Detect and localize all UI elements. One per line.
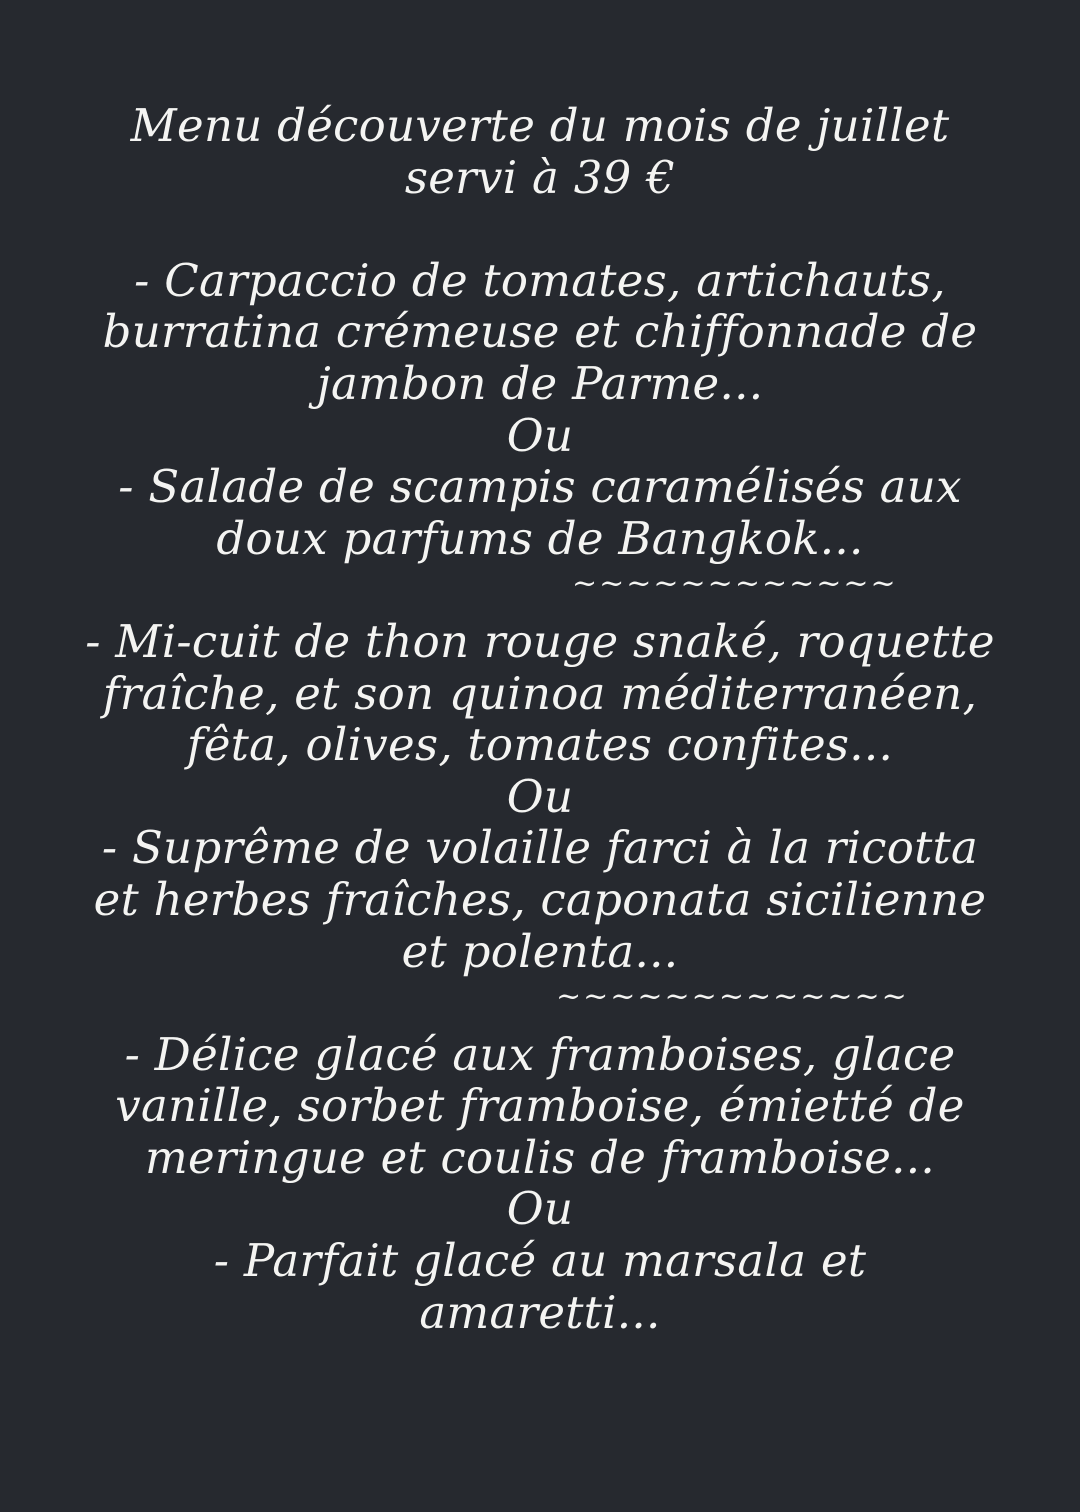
main-2-line-1: - Suprême de volaille farci à la ricotta — [101, 821, 979, 875]
starter-1-line-3: jambon de Parme... — [316, 356, 764, 410]
starter-2-line-2: doux parfums de Bangkok... — [216, 511, 864, 565]
blank-line — [0, 203, 1080, 255]
main-1-line-2: fraîche, et son quinoa méditerranéen, — [102, 666, 978, 720]
dessert-1-line-1: - Délice glacé aux framboises, glace — [124, 1027, 956, 1081]
menu-card — [0, 100, 1080, 1338]
menu-price: servi à 39 € — [404, 150, 676, 204]
dessert-2-line-2: amaretti... — [419, 1285, 661, 1339]
dessert-1-line-3: meringue et coulis de framboise... — [145, 1130, 935, 1184]
dessert-2-line-1: - Parfait glacé au marsala et — [213, 1234, 867, 1288]
or-separator-dessert: Ou — [506, 1182, 574, 1236]
menu-title: Menu découverte du mois de juillet — [130, 99, 950, 152]
tilde-divider-1: ~~~~~~~~~~~~ — [572, 566, 898, 602]
main-1-line-3: fêta, olives, tomates confites... — [186, 718, 894, 772]
main-2-line-2: et herbes fraîches, caponata sicilienne — [93, 872, 987, 926]
main-2-line-3: et polenta... — [401, 924, 679, 978]
tilde-divider-2: ~~~~~~~~~~~~~ — [556, 979, 909, 1015]
dessert-1-line-2: vanille, sorbet framboise, émietté de — [115, 1079, 965, 1133]
or-separator-main: Ou — [506, 769, 574, 823]
or-separator-starter: Ou — [506, 408, 574, 462]
starter-2-line-1: - Salade de scampis caramélisés aux — [118, 460, 962, 514]
starter-1-line-1: - Carpaccio de tomates, artichauts, — [134, 253, 946, 307]
main-1-line-1: - Mi-cuit de thon rouge snaké, roquette — [85, 614, 995, 668]
starter-1-line-2: burratina crémeuse et chiffonnade de — [102, 305, 978, 359]
